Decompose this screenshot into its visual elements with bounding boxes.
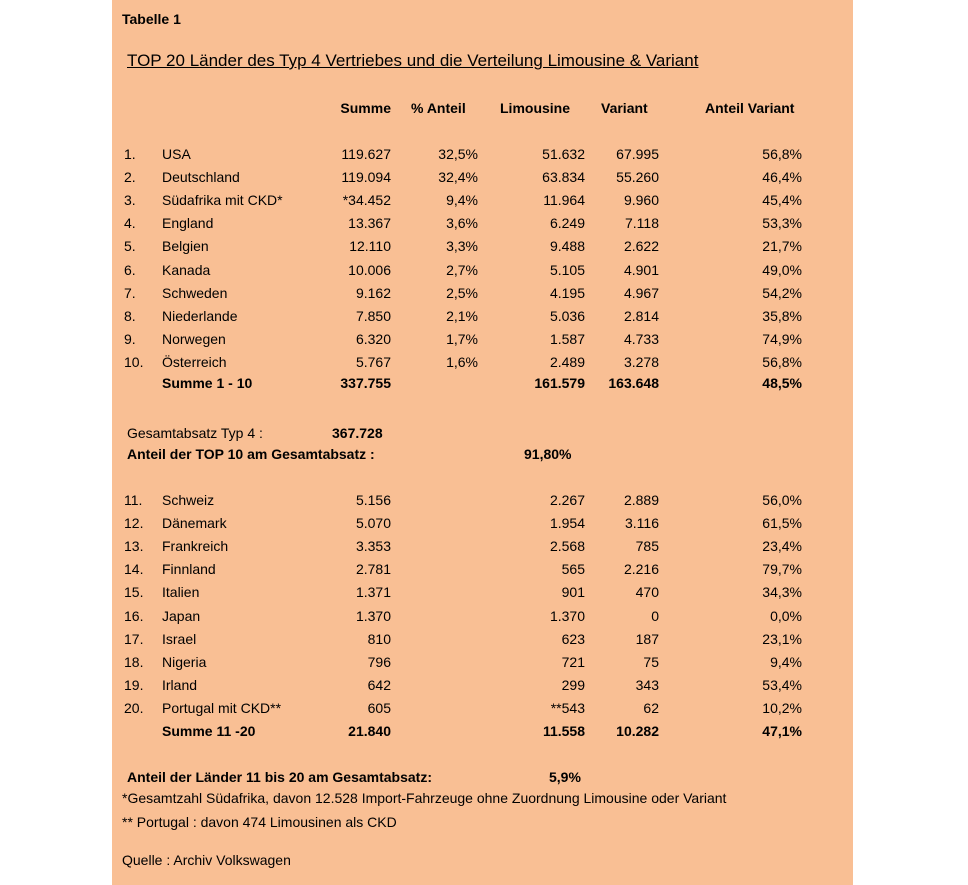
- summe-cell: 605: [367, 699, 391, 716]
- summe-cell: 5.767: [355, 353, 391, 370]
- anteil-variant-cell: 46,4%: [762, 169, 802, 186]
- sum-anteil-variant: 48,5%: [762, 375, 802, 391]
- footnote-portugal: ** Portugal : davon 474 Limousinen als CKD: [122, 814, 397, 830]
- variant-cell: 67.995: [616, 146, 659, 162]
- summe-cell: 119.627: [341, 146, 391, 162]
- rank-cell: 17.: [124, 630, 144, 647]
- table-row: [112, 583, 853, 601]
- footnote-suedafrika: *Gesamtzahl Südafrika, davon 12.528 Import-Fahrzeuge ohne Zuordnung Limousine oder Variant: [122, 790, 727, 806]
- rank-cell: 15.: [124, 584, 144, 601]
- gesamtabsatz-label: Gesamtabsatz Typ 4 :: [127, 425, 263, 441]
- limousine-cell: 51.632: [542, 146, 585, 162]
- rank-cell: 18.: [124, 653, 144, 670]
- variant-cell: 3.116: [625, 515, 659, 532]
- anteil-cell: 2,5%: [446, 284, 478, 301]
- rank-cell: 12.: [124, 515, 144, 532]
- anteil-variant-cell: 53,3%: [762, 215, 802, 232]
- summe-cell: 7.850: [355, 307, 391, 324]
- variant-cell: 785: [635, 538, 659, 555]
- table-row: [112, 353, 853, 371]
- anteil-cell: 1,6%: [446, 353, 478, 370]
- limousine-cell: **543: [550, 699, 585, 716]
- variant-cell: 2.814: [623, 307, 659, 324]
- rank-cell: 3.: [124, 192, 136, 209]
- table-row: [112, 191, 853, 209]
- summe-cell: 6.320: [355, 330, 391, 347]
- anteil-cell: 32,5%: [438, 146, 478, 162]
- country-cell: Portugal mit CKD**: [162, 699, 282, 716]
- variant-cell: 55.260: [616, 169, 659, 186]
- table-row: [112, 699, 853, 717]
- summe-cell: 5.070: [355, 515, 391, 532]
- header-row: [112, 99, 853, 117]
- limousine-cell: 2.568: [549, 538, 585, 555]
- anteil-top10-label: Anteil der TOP 10 am Gesamtabsatz :: [127, 446, 375, 462]
- country-cell: Norwegen: [162, 330, 226, 347]
- anteil-variant-cell: 10,2%: [762, 699, 802, 716]
- rank-cell: 6.: [124, 261, 136, 278]
- anteil-cell: 3,6%: [446, 215, 478, 232]
- sum-variant: 163.648: [608, 375, 659, 391]
- anteil-cell: 1,7%: [446, 330, 478, 347]
- summe-cell: 12.110: [349, 238, 391, 255]
- limousine-cell: 1.954: [549, 515, 585, 532]
- table-row: [112, 168, 853, 186]
- country-cell: Finnland: [162, 561, 216, 578]
- variant-cell: 9.960: [623, 192, 659, 209]
- anteil-variant-cell: 45,4%: [762, 192, 802, 209]
- rank-cell: 11.: [124, 492, 143, 508]
- summe-cell: 2.781: [355, 561, 391, 578]
- limousine-cell: 623: [561, 630, 585, 647]
- country-cell: Deutschland: [162, 169, 240, 186]
- rank-cell: 13.: [124, 538, 144, 555]
- table-row: [112, 653, 853, 671]
- gesamtabsatz-value: 367.728: [332, 425, 383, 441]
- variant-cell: 4.901: [623, 261, 659, 278]
- limousine-cell: 721: [561, 653, 585, 670]
- anteil-cell: 32,4%: [438, 169, 478, 186]
- limousine-cell: 901: [561, 584, 585, 601]
- variant-cell: 343: [635, 676, 659, 693]
- sum-summe: 337.755: [340, 375, 391, 391]
- table-row: [112, 514, 853, 532]
- country-cell: USA: [162, 146, 191, 162]
- sum-label: Summe 1 - 10: [162, 375, 253, 391]
- rank-cell: 7.: [124, 284, 136, 301]
- rank-cell: 9.: [124, 330, 136, 347]
- limousine-cell: 9.488: [549, 238, 585, 255]
- sum2-anteil-variant: 47,1%: [762, 723, 802, 739]
- anteil-variant-cell: 49,0%: [762, 261, 802, 278]
- rank-cell: 8.: [124, 307, 136, 324]
- anteil-top10-value: 91,80%: [524, 446, 572, 462]
- sum-row-11-20: [112, 722, 853, 740]
- variant-cell: 2.889: [623, 492, 659, 508]
- variant-cell: 62: [643, 699, 659, 716]
- limousine-cell: 63.834: [542, 169, 585, 186]
- table-row: [112, 676, 853, 694]
- rank-cell: 2.: [124, 169, 136, 186]
- table-row: [112, 607, 853, 625]
- table-row: [112, 261, 853, 279]
- limousine-cell: 11.964: [543, 192, 585, 209]
- header-anteil-variant: Anteil Variant: [705, 100, 795, 116]
- anteil-variant-cell: 35,8%: [762, 307, 802, 324]
- limousine-cell: 2.489: [549, 353, 585, 370]
- anteil-cell: 9,4%: [446, 192, 478, 209]
- summe-cell: 119.094: [341, 169, 391, 186]
- country-cell: Schweden: [162, 284, 228, 301]
- country-cell: Schweiz: [162, 492, 215, 508]
- anteil-variant-cell: 9,4%: [770, 653, 802, 670]
- summe-cell: 13.367: [348, 215, 391, 232]
- variant-cell: 2.622: [623, 238, 659, 255]
- table-row: [112, 330, 853, 348]
- header-limousine: Limousine: [500, 100, 571, 116]
- country-cell: England: [162, 215, 214, 232]
- anteil-variant-cell: 23,1%: [762, 630, 802, 647]
- variant-cell: 75: [643, 653, 659, 670]
- summe-cell: 10.006: [348, 261, 391, 278]
- country-cell: Dänemark: [162, 515, 227, 532]
- document-sheet: [112, 0, 853, 885]
- summe-cell: *34.452: [342, 192, 391, 209]
- summe-cell: 1.370: [355, 607, 391, 624]
- anteil-variant-cell: 0,0%: [770, 607, 802, 624]
- sum2-limousine: 11.558: [542, 723, 585, 739]
- variant-cell: 2.216: [623, 561, 659, 578]
- variant-cell: 470: [635, 584, 659, 601]
- summe-cell: 5.156: [355, 492, 391, 508]
- rank-cell: 1.: [124, 146, 136, 162]
- table-row: [112, 214, 853, 232]
- limousine-cell: 565: [561, 561, 585, 578]
- country-cell: Frankreich: [162, 538, 229, 555]
- anteil-variant-cell: 74,9%: [762, 330, 802, 347]
- anteil-variant-cell: 61,5%: [762, 515, 802, 532]
- anteil-variant-cell: 21,7%: [762, 238, 802, 255]
- variant-cell: 4.967: [623, 284, 659, 301]
- anteil-cell: 2,7%: [446, 261, 478, 278]
- anteil-11-20-label: Anteil der Länder 11 bis 20 am Gesamtabsatz:: [127, 769, 433, 785]
- anteil-variant-cell: 53,4%: [762, 676, 802, 693]
- sum2-summe: 21.840: [348, 723, 391, 739]
- rank-cell: 14.: [124, 561, 144, 578]
- variant-cell: 7.118: [625, 215, 659, 232]
- limousine-cell: 2.267: [549, 492, 585, 508]
- rank-cell: 16.: [124, 607, 144, 624]
- source-line: Quelle : Archiv Volkswagen: [122, 852, 291, 868]
- limousine-cell: 1.587: [549, 330, 585, 347]
- table-row: [112, 284, 853, 302]
- variant-cell: 0: [651, 607, 659, 624]
- sum2-label: Summe 11 -20: [162, 723, 256, 739]
- sum2-variant: 10.282: [616, 723, 659, 739]
- table-row: [112, 307, 853, 325]
- table-row: [112, 491, 853, 509]
- summe-cell: 810: [367, 630, 391, 647]
- summe-cell: 9.162: [355, 284, 391, 301]
- country-cell: Niederlande: [162, 307, 238, 324]
- country-cell: Israel: [162, 630, 197, 647]
- page-title: TOP 20 Länder des Typ 4 Vertriebes und die Verteilung Limousine & Variant: [127, 51, 699, 70]
- limousine-cell: 1.370: [549, 607, 585, 624]
- anteil-variant-cell: 23,4%: [762, 538, 802, 555]
- anteil-variant-cell: 56,8%: [762, 353, 802, 370]
- rank-cell: 5.: [124, 238, 136, 255]
- sum-row-1-10: [112, 374, 853, 392]
- rank-cell: 19.: [124, 676, 144, 693]
- country-cell: Belgien: [162, 238, 209, 255]
- rank-cell: 20.: [124, 699, 144, 716]
- summe-cell: 796: [367, 653, 391, 670]
- limousine-cell: 5.036: [549, 307, 585, 324]
- table-row: [112, 145, 853, 163]
- country-cell: Südafrika mit CKD*: [162, 192, 283, 209]
- summe-cell: 3.353: [355, 538, 391, 555]
- limousine-cell: 4.195: [549, 284, 585, 301]
- variant-cell: 3.278: [623, 353, 659, 370]
- table-row: [112, 237, 853, 255]
- country-cell: Österreich: [162, 353, 227, 370]
- anteil-cell: 3,3%: [446, 238, 478, 255]
- sum-limousine: 161.579: [534, 375, 585, 391]
- limousine-cell: 6.249: [549, 215, 585, 232]
- variant-cell: 187: [635, 630, 659, 647]
- anteil-11-20-value: 5,9%: [549, 769, 581, 785]
- anteil-variant-cell: 56,8%: [762, 146, 802, 162]
- country-cell: Kanada: [162, 261, 211, 278]
- table-row: [112, 560, 853, 578]
- summe-cell: 1.371: [355, 584, 391, 601]
- country-cell: Japan: [162, 607, 201, 624]
- table-row: [112, 630, 853, 648]
- anteil-variant-cell: 54,2%: [762, 284, 802, 301]
- country-cell: Italien: [162, 584, 200, 601]
- header-summe: Summe: [340, 100, 391, 116]
- table-label: Tabelle 1: [122, 11, 181, 27]
- header-anteil: % Anteil: [411, 100, 466, 116]
- anteil-variant-cell: 56,0%: [762, 492, 802, 508]
- header-variant: Variant: [601, 100, 648, 116]
- limousine-cell: 299: [561, 676, 585, 693]
- country-cell: Irland: [162, 676, 198, 693]
- summe-cell: 642: [367, 676, 391, 693]
- rank-cell: 4.: [124, 215, 136, 232]
- variant-cell: 4.733: [623, 330, 659, 347]
- anteil-variant-cell: 34,3%: [762, 584, 802, 601]
- anteil-variant-cell: 79,7%: [762, 561, 802, 578]
- anteil-cell: 2,1%: [446, 307, 478, 324]
- table-row: [112, 537, 853, 555]
- rank-cell: 10.: [124, 353, 144, 370]
- country-cell: Nigeria: [162, 653, 207, 670]
- limousine-cell: 5.105: [549, 261, 585, 278]
